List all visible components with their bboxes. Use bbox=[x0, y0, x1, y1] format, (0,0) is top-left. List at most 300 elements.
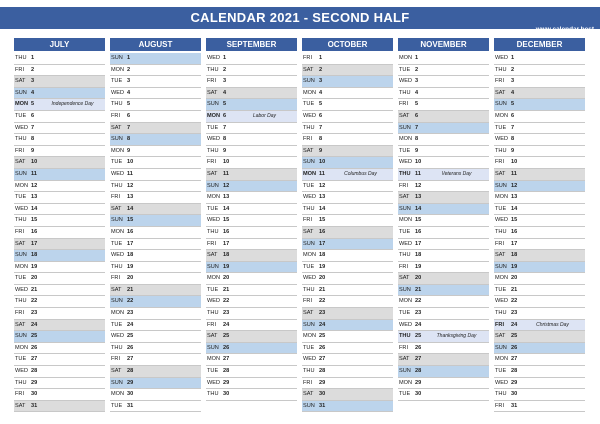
day-number: 13 bbox=[319, 194, 326, 201]
day-row bbox=[302, 215, 393, 227]
day-number: 14 bbox=[319, 205, 326, 212]
weekday-label: THU bbox=[495, 228, 507, 235]
day-number: 26 bbox=[223, 344, 230, 351]
day-row bbox=[110, 146, 201, 158]
day-number: 27 bbox=[319, 356, 326, 363]
month-header: NOVEMBER bbox=[398, 38, 489, 51]
day-number: 5 bbox=[511, 101, 515, 108]
weekday-label: SUN bbox=[303, 402, 315, 409]
day-row bbox=[110, 343, 201, 355]
weekday-label: MON bbox=[15, 263, 29, 270]
weekday-label: SAT bbox=[399, 275, 410, 282]
holiday-row bbox=[398, 169, 489, 181]
day-number: 8 bbox=[223, 136, 227, 143]
day-number: 27 bbox=[31, 356, 38, 363]
day-row bbox=[398, 273, 489, 285]
day-row bbox=[14, 123, 105, 135]
day-row bbox=[110, 157, 201, 169]
day-number: 7 bbox=[223, 124, 227, 131]
day-number: 20 bbox=[511, 275, 518, 282]
weekday-label: WED bbox=[111, 252, 125, 259]
day-number: 10 bbox=[223, 159, 230, 166]
weekday-label: SAT bbox=[15, 321, 26, 328]
day-number: 27 bbox=[223, 356, 230, 363]
day-row bbox=[494, 146, 585, 158]
day-row bbox=[302, 53, 393, 65]
day-number: 5 bbox=[415, 101, 419, 108]
day-row bbox=[14, 331, 105, 343]
day-row bbox=[206, 273, 297, 285]
holiday-row bbox=[398, 331, 489, 343]
weekday-label: MON bbox=[111, 391, 125, 398]
day-row bbox=[206, 204, 297, 216]
weekday-label: SAT bbox=[495, 333, 506, 340]
day-number: 29 bbox=[319, 379, 326, 386]
month-header: SEPTEMBER bbox=[206, 38, 297, 51]
weekday-label: TUE bbox=[303, 182, 315, 189]
day-row bbox=[14, 308, 105, 320]
weekday-label: THU bbox=[303, 124, 315, 131]
month-column-september bbox=[206, 38, 297, 401]
day-number: 12 bbox=[127, 182, 134, 189]
day-number: 31 bbox=[31, 402, 38, 409]
day-row bbox=[14, 285, 105, 297]
weekday-label: FRI bbox=[111, 356, 121, 363]
weekday-label: WED bbox=[303, 112, 317, 119]
holiday-row bbox=[14, 99, 105, 111]
day-number: 31 bbox=[127, 402, 134, 409]
weekday-label: FRI bbox=[111, 194, 121, 201]
day-number: 2 bbox=[127, 66, 131, 73]
day-row bbox=[110, 273, 201, 285]
weekday-label: TUE bbox=[15, 275, 27, 282]
weekday-label: SAT bbox=[495, 252, 506, 259]
weekday-label: TUE bbox=[399, 310, 411, 317]
day-number: 29 bbox=[223, 379, 230, 386]
weekday-label: SAT bbox=[15, 402, 26, 409]
weekday-label: FRI bbox=[399, 344, 409, 351]
day-number: 17 bbox=[127, 240, 134, 247]
day-row bbox=[398, 88, 489, 100]
weekday-label: THU bbox=[495, 147, 507, 154]
weekday-label: TUE bbox=[399, 66, 411, 73]
weekday-label: SUN bbox=[111, 298, 123, 305]
day-row bbox=[302, 181, 393, 193]
day-row bbox=[494, 401, 585, 413]
day-number: 18 bbox=[223, 252, 230, 259]
day-number: 17 bbox=[511, 240, 518, 247]
day-number: 11 bbox=[415, 170, 421, 177]
day-row bbox=[494, 239, 585, 251]
day-row bbox=[14, 111, 105, 123]
weekday-label: FRI bbox=[207, 321, 217, 328]
day-number: 23 bbox=[415, 310, 422, 317]
day-number: 23 bbox=[511, 310, 518, 317]
day-number: 15 bbox=[223, 217, 230, 224]
day-list bbox=[14, 53, 105, 412]
day-row bbox=[302, 401, 393, 413]
weekday-label: MON bbox=[303, 89, 317, 96]
day-number: 26 bbox=[127, 344, 134, 351]
day-row bbox=[206, 320, 297, 332]
day-row bbox=[206, 227, 297, 239]
day-number: 4 bbox=[319, 89, 323, 96]
weekday-label: WED bbox=[495, 55, 509, 61]
day-row bbox=[110, 250, 201, 262]
day-number: 31 bbox=[511, 402, 518, 409]
holiday-label: Independence Day bbox=[51, 101, 94, 108]
day-number: 7 bbox=[511, 124, 515, 131]
day-number: 19 bbox=[127, 263, 134, 270]
weekday-label: WED bbox=[303, 356, 317, 363]
day-number: 14 bbox=[127, 205, 134, 212]
weekday-label: SAT bbox=[399, 356, 410, 363]
weekday-label: THU bbox=[15, 379, 27, 386]
weekday-label: MON bbox=[495, 112, 509, 119]
weekday-label: FRI bbox=[303, 379, 313, 386]
day-number: 24 bbox=[31, 321, 38, 328]
day-number: 15 bbox=[127, 217, 134, 224]
day-row bbox=[110, 192, 201, 204]
day-row bbox=[398, 53, 489, 65]
day-number: 15 bbox=[31, 217, 38, 224]
day-row bbox=[494, 285, 585, 297]
day-number: 6 bbox=[415, 112, 419, 119]
weekday-label: TUE bbox=[303, 101, 315, 108]
day-row bbox=[398, 123, 489, 135]
weekday-label: SAT bbox=[495, 170, 506, 177]
weekday-label: SUN bbox=[15, 333, 27, 340]
day-number: 23 bbox=[31, 310, 38, 317]
weekday-label: TUE bbox=[303, 344, 315, 351]
holiday-label: Columbus Day bbox=[344, 170, 377, 177]
day-list bbox=[494, 53, 585, 412]
weekday-label: TUE bbox=[111, 402, 123, 409]
weekday-label: TUE bbox=[15, 356, 27, 363]
day-number: 7 bbox=[415, 124, 419, 131]
day-row bbox=[494, 111, 585, 123]
day-number: 30 bbox=[223, 391, 230, 398]
day-number: 11 bbox=[31, 170, 37, 177]
day-number: 19 bbox=[223, 263, 230, 270]
day-number: 5 bbox=[319, 101, 323, 108]
weekday-label: THU bbox=[399, 89, 411, 96]
day-row bbox=[110, 88, 201, 100]
day-number: 12 bbox=[223, 182, 230, 189]
weekday-label: MON bbox=[495, 194, 509, 201]
day-row bbox=[398, 343, 489, 355]
weekday-label: TUE bbox=[111, 78, 123, 85]
day-number: 22 bbox=[31, 298, 38, 305]
day-number: 5 bbox=[127, 101, 131, 108]
weekday-label: MON bbox=[495, 356, 509, 363]
day-number: 14 bbox=[511, 205, 518, 212]
weekday-label: FRI bbox=[15, 391, 25, 398]
day-number: 18 bbox=[319, 252, 326, 259]
weekday-label: THU bbox=[207, 147, 219, 154]
day-number: 23 bbox=[319, 310, 326, 317]
day-row bbox=[110, 134, 201, 146]
day-row bbox=[14, 378, 105, 390]
weekday-label: MON bbox=[111, 310, 125, 317]
weekday-label: FRI bbox=[207, 78, 217, 85]
weekday-label: SAT bbox=[399, 194, 410, 201]
weekday-label: SUN bbox=[207, 344, 219, 351]
day-row bbox=[398, 320, 489, 332]
day-number: 26 bbox=[319, 344, 326, 351]
day-row bbox=[14, 88, 105, 100]
day-number: 6 bbox=[223, 112, 227, 119]
day-list bbox=[398, 53, 489, 401]
weekday-label: MON bbox=[495, 275, 509, 282]
weekday-label: WED bbox=[495, 298, 509, 305]
weekday-label: THU bbox=[111, 263, 123, 270]
day-number: 21 bbox=[415, 286, 422, 293]
day-number: 8 bbox=[415, 136, 419, 143]
day-row bbox=[494, 76, 585, 88]
day-number: 17 bbox=[415, 240, 422, 247]
weekday-label: FRI bbox=[15, 66, 25, 73]
day-row bbox=[110, 181, 201, 193]
day-number: 27 bbox=[511, 356, 518, 363]
day-number: 12 bbox=[319, 182, 326, 189]
day-row bbox=[302, 204, 393, 216]
day-list bbox=[110, 53, 201, 412]
day-number: 3 bbox=[511, 78, 515, 85]
day-row bbox=[14, 401, 105, 413]
day-row bbox=[494, 366, 585, 378]
day-number: 3 bbox=[415, 78, 419, 85]
weekday-label: WED bbox=[207, 55, 221, 61]
weekday-label: MON bbox=[399, 379, 413, 386]
day-row bbox=[206, 308, 297, 320]
weekday-label: SUN bbox=[207, 101, 219, 108]
day-number: 2 bbox=[319, 66, 323, 73]
day-number: 1 bbox=[319, 55, 323, 61]
day-row bbox=[14, 320, 105, 332]
weekday-label: FRI bbox=[399, 182, 409, 189]
weekday-label: WED bbox=[399, 78, 413, 85]
weekday-label: SUN bbox=[15, 89, 27, 96]
weekday-label: SAT bbox=[303, 391, 314, 398]
holiday-label: Thanksgiving Day bbox=[436, 333, 477, 340]
weekday-label: THU bbox=[207, 66, 219, 73]
weekday-label: SUN bbox=[111, 136, 123, 143]
day-row bbox=[206, 65, 297, 77]
day-number: 28 bbox=[127, 368, 134, 375]
holiday-row bbox=[494, 320, 585, 332]
day-row bbox=[302, 99, 393, 111]
weekday-label: MON bbox=[303, 252, 317, 259]
day-number: 13 bbox=[511, 194, 518, 201]
site-link[interactable]: www.calendar.best bbox=[535, 26, 594, 33]
weekday-label: TUE bbox=[111, 159, 123, 166]
day-number: 10 bbox=[319, 159, 326, 166]
day-row bbox=[14, 181, 105, 193]
day-row bbox=[302, 88, 393, 100]
day-number: 4 bbox=[511, 89, 515, 96]
day-row bbox=[494, 331, 585, 343]
month-header: JULY bbox=[14, 38, 105, 51]
day-number: 11 bbox=[319, 170, 325, 177]
day-row bbox=[206, 146, 297, 158]
day-number: 8 bbox=[319, 136, 323, 143]
weekday-label: MON bbox=[111, 66, 125, 73]
day-row bbox=[398, 250, 489, 262]
day-row bbox=[14, 204, 105, 216]
day-number: 19 bbox=[319, 263, 326, 270]
weekday-label: WED bbox=[495, 217, 509, 224]
day-number: 27 bbox=[415, 356, 422, 363]
day-row bbox=[302, 192, 393, 204]
day-number: 16 bbox=[511, 228, 518, 235]
weekday-label: SUN bbox=[495, 182, 507, 189]
day-number: 15 bbox=[319, 217, 326, 224]
day-row bbox=[206, 343, 297, 355]
day-row bbox=[206, 88, 297, 100]
day-number: 11 bbox=[127, 170, 133, 177]
day-row bbox=[14, 76, 105, 88]
day-row bbox=[110, 308, 201, 320]
weekday-label: FRI bbox=[111, 112, 121, 119]
weekday-label: SAT bbox=[303, 228, 314, 235]
weekday-label: SAT bbox=[399, 112, 410, 119]
day-number: 13 bbox=[127, 194, 134, 201]
weekday-label: WED bbox=[207, 217, 221, 224]
day-row bbox=[302, 227, 393, 239]
weekday-label: SUN bbox=[399, 205, 411, 212]
weekday-label: TUE bbox=[111, 321, 123, 328]
day-number: 15 bbox=[415, 217, 422, 224]
day-row bbox=[398, 65, 489, 77]
day-number: 4 bbox=[223, 89, 227, 96]
weekday-label: WED bbox=[15, 286, 29, 293]
month-header: OCTOBER bbox=[302, 38, 393, 51]
weekday-label: FRI bbox=[495, 240, 505, 247]
day-row bbox=[206, 378, 297, 390]
weekday-label: WED bbox=[15, 205, 29, 212]
weekday-label: SUN bbox=[15, 252, 27, 259]
day-number: 18 bbox=[511, 252, 518, 259]
day-row bbox=[398, 366, 489, 378]
day-row bbox=[206, 169, 297, 181]
weekday-label: SUN bbox=[303, 321, 315, 328]
day-number: 24 bbox=[127, 321, 134, 328]
day-number: 12 bbox=[415, 182, 422, 189]
weekday-label: MON bbox=[207, 356, 221, 363]
weekday-label: WED bbox=[399, 321, 413, 328]
weekday-label: MON bbox=[207, 112, 221, 119]
weekday-label: MON bbox=[15, 101, 29, 108]
weekday-label: MON bbox=[207, 275, 221, 282]
weekday-label: TUE bbox=[399, 228, 411, 235]
weekday-label: WED bbox=[111, 170, 125, 177]
day-row bbox=[398, 227, 489, 239]
day-row bbox=[206, 331, 297, 343]
day-number: 25 bbox=[127, 333, 134, 340]
day-row bbox=[110, 320, 201, 332]
day-row bbox=[302, 320, 393, 332]
day-list bbox=[206, 53, 297, 401]
day-row bbox=[302, 65, 393, 77]
day-number: 17 bbox=[223, 240, 230, 247]
day-number: 28 bbox=[415, 368, 422, 375]
day-number: 18 bbox=[415, 252, 422, 259]
day-row bbox=[110, 227, 201, 239]
day-row bbox=[494, 296, 585, 308]
day-row bbox=[494, 308, 585, 320]
weekday-label: THU bbox=[111, 344, 123, 351]
weekday-label: THU bbox=[15, 136, 27, 143]
day-row bbox=[494, 389, 585, 401]
weekday-label: WED bbox=[495, 136, 509, 143]
day-row bbox=[494, 262, 585, 274]
weekday-label: SAT bbox=[207, 333, 218, 340]
day-row bbox=[14, 65, 105, 77]
weekday-label: WED bbox=[495, 379, 509, 386]
day-number: 1 bbox=[31, 55, 35, 61]
weekday-label: SAT bbox=[303, 66, 314, 73]
day-row bbox=[14, 389, 105, 401]
weekday-label: TUE bbox=[303, 263, 315, 270]
day-number: 22 bbox=[319, 298, 326, 305]
day-row bbox=[206, 239, 297, 251]
day-row bbox=[494, 343, 585, 355]
weekday-label: TUE bbox=[207, 205, 219, 212]
day-number: 6 bbox=[31, 112, 35, 119]
weekday-label: WED bbox=[399, 240, 413, 247]
day-row bbox=[14, 262, 105, 274]
weekday-label: SAT bbox=[111, 368, 122, 375]
day-row bbox=[398, 192, 489, 204]
day-number: 9 bbox=[31, 147, 35, 154]
day-number: 9 bbox=[223, 147, 227, 154]
day-number: 7 bbox=[31, 124, 35, 131]
day-row bbox=[398, 239, 489, 251]
day-number: 20 bbox=[415, 275, 422, 282]
weekday-label: FRI bbox=[303, 136, 313, 143]
weekday-label: TUE bbox=[495, 368, 507, 375]
weekday-label: THU bbox=[303, 286, 315, 293]
day-number: 28 bbox=[31, 368, 38, 375]
day-number: 29 bbox=[415, 379, 422, 386]
weekday-label: THU bbox=[495, 391, 507, 398]
weekday-label: TUE bbox=[495, 205, 507, 212]
weekday-label: WED bbox=[303, 194, 317, 201]
day-row bbox=[302, 239, 393, 251]
day-list bbox=[302, 53, 393, 412]
day-row bbox=[110, 389, 201, 401]
day-number: 25 bbox=[31, 333, 38, 340]
day-row bbox=[398, 76, 489, 88]
day-number: 26 bbox=[511, 344, 518, 351]
weekday-label: MON bbox=[399, 55, 413, 61]
day-number: 4 bbox=[127, 89, 131, 96]
weekday-label: SUN bbox=[399, 286, 411, 293]
day-number: 14 bbox=[31, 205, 38, 212]
weekday-label: SAT bbox=[111, 286, 122, 293]
weekday-label: SAT bbox=[15, 78, 26, 85]
day-row bbox=[398, 389, 489, 401]
day-row bbox=[206, 262, 297, 274]
day-row bbox=[206, 181, 297, 193]
day-number: 29 bbox=[127, 379, 134, 386]
day-row bbox=[302, 146, 393, 158]
day-number: 2 bbox=[31, 66, 35, 73]
day-row bbox=[302, 111, 393, 123]
day-row bbox=[206, 354, 297, 366]
day-number: 2 bbox=[415, 66, 419, 73]
